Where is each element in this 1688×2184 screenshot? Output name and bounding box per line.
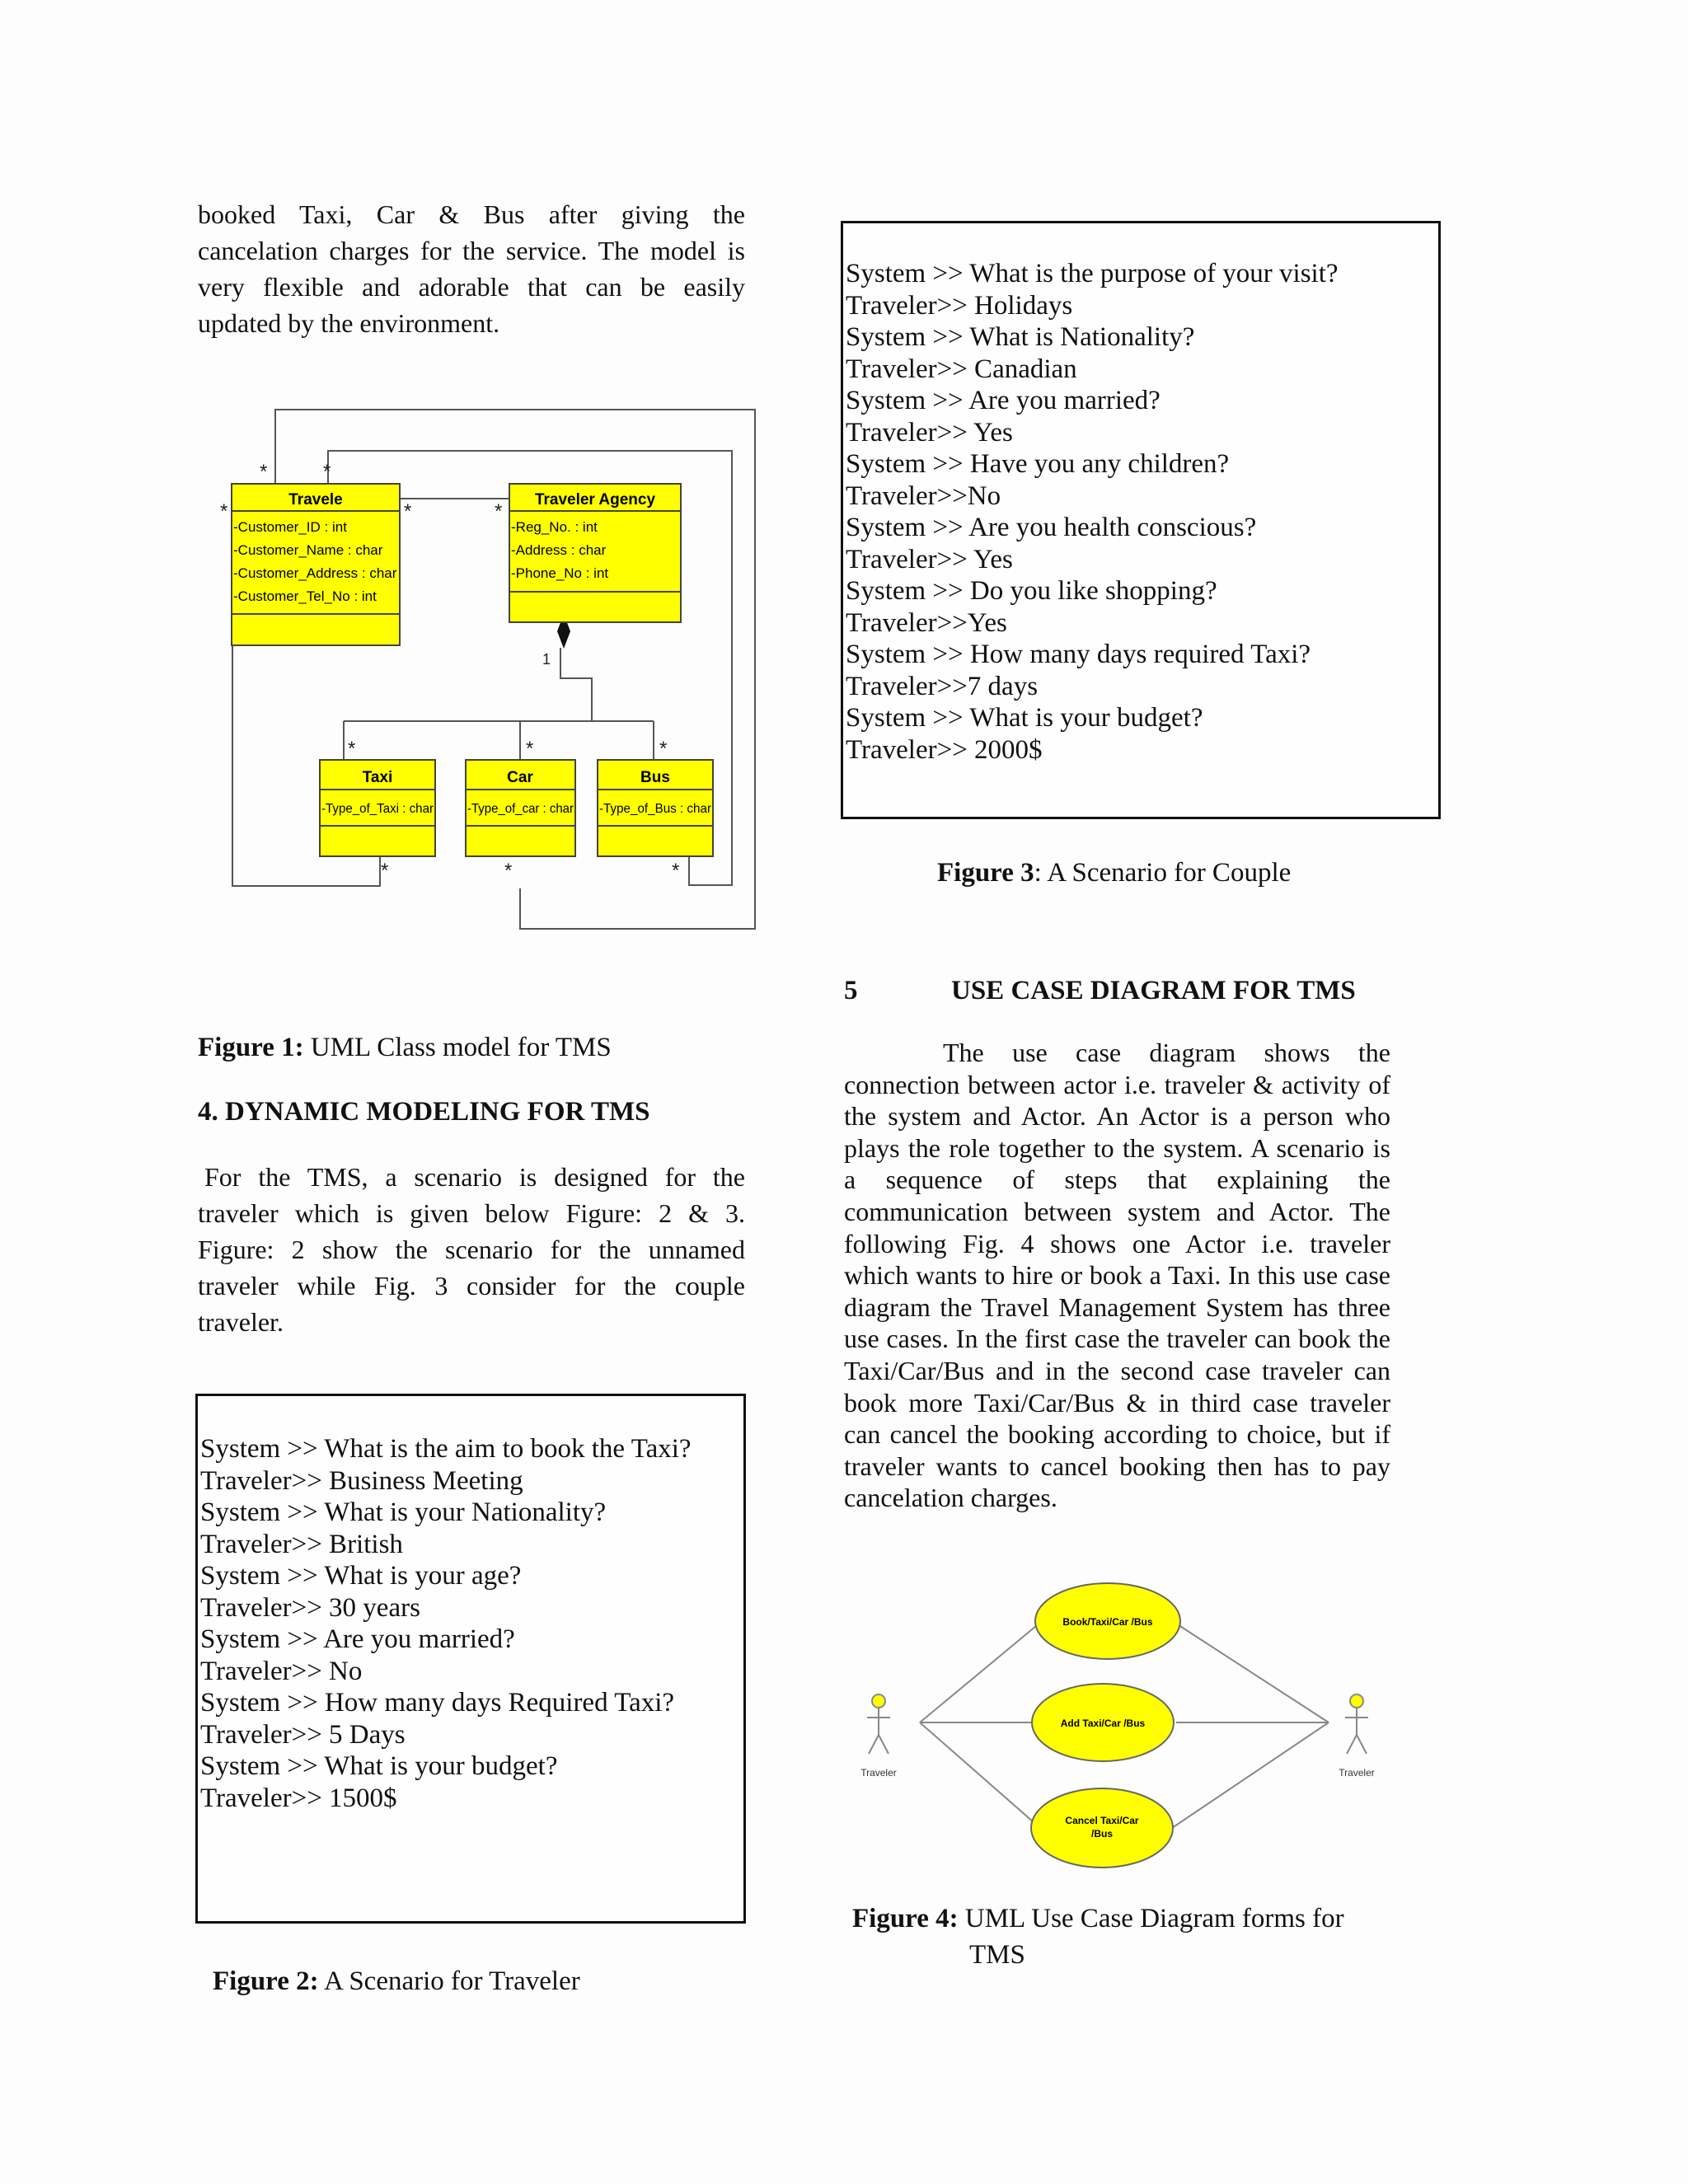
dialog-line: System >> Are you married? <box>200 1624 515 1654</box>
dialog-line: System >> What is the purpose of your visit? <box>846 259 1339 288</box>
composition-agency-vehicles <box>560 648 592 721</box>
class-car <box>466 760 575 856</box>
figure1-label: Figure 1: <box>198 1033 304 1062</box>
class-bus-attr: -Type_of_Bus : char <box>599 802 712 816</box>
class-agency-attr: -Address : char <box>511 542 607 558</box>
dialog-line: Traveler>> 30 years <box>200 1592 420 1623</box>
class-agency-attr: -Phone_No : int <box>511 565 609 581</box>
class-travele-name: Travele <box>288 491 343 509</box>
dialog-line: System >> What is your age? <box>200 1561 522 1591</box>
class-taxi <box>320 760 435 856</box>
intro-paragraph: booked Taxi, Car & Bus after giving the cancelation charges for the service. The model is very flexible and adorable that can be easily updated by the environment. <box>198 199 745 338</box>
actor-left-label: Traveler <box>860 1767 897 1779</box>
class-taxi-name: Taxi <box>362 769 393 786</box>
dialog-line: System >> Do you like shopping? <box>846 576 1217 606</box>
dialog-line: System >> What is your budget? <box>846 703 1203 733</box>
actor-left <box>867 1694 890 1754</box>
dialog-line: Traveler>> Holidays <box>846 290 1073 321</box>
dialog-line: Traveler>> Yes <box>846 544 1013 574</box>
figure2-caption <box>213 1963 580 1999</box>
actor-right-label: Traveler <box>1339 1767 1375 1779</box>
figure3-caption <box>937 855 1291 891</box>
dialog-line: Traveler>>Yes <box>846 607 1007 638</box>
figure2-label: Figure 2: <box>213 1966 319 1996</box>
multiplicity-label: * <box>323 461 331 483</box>
class-agency-name: Traveler Agency <box>534 491 656 509</box>
class-travele-attr: -Customer_ID : int <box>233 519 347 535</box>
figure4-caption-line2: TMS <box>969 1940 1025 1970</box>
figure3-text: : A Scenario for Couple <box>1034 858 1292 888</box>
multiplicity-label: * <box>504 860 513 882</box>
uml-class-diagram <box>198 396 775 940</box>
dialog-line: System >> How many days Required Taxi? <box>200 1688 675 1718</box>
figure4-text: UML Use Case Diagram forms for <box>958 1904 1344 1933</box>
section5-paragraph: The use case diagram shows the connection between actor i.e. traveler & activity of the system and Actor. An Actor is a person who plays the role together to the system. A scenario is a sequence of steps that explaining the communication between system and Actor. The following Fig. 4 shows one Actor i.e. traveler which wants to hire or book a Taxi. In this use case diagram the Travel Management System has three use cases. In the first case the traveler can book the Taxi/Car/Bus and in the second case traveler can book more Taxi/Car/Bus & in third case traveler can cancel the booking according to choice, but if traveler wants to cancel booking then has to pay cancelation charges. <box>844 1038 1390 1513</box>
dialog-line: Traveler>> 2000$ <box>846 734 1043 765</box>
figure2-scenario-box <box>195 1394 746 1924</box>
figure1-text: UML Class model for TMS <box>303 1033 612 1062</box>
class-bus-name: Bus <box>640 769 670 786</box>
multiplicity-label: 1 <box>542 651 551 668</box>
dialog-line: Traveler>>7 days <box>846 671 1039 701</box>
usecase-book-label: Book/Taxi/Car /Bus <box>1062 1616 1153 1628</box>
dialog-line: Traveler>> Canadian <box>846 354 1077 384</box>
dialog-line: Traveler>> Yes <box>846 417 1013 448</box>
dialog-line: System >> What is Nationality? <box>846 322 1195 352</box>
dialog-line: Traveler>> British <box>200 1529 403 1559</box>
dialog-line: System >> What is the aim to book the Taxi? <box>200 1434 692 1464</box>
figure2-text: A Scenario for Traveler <box>318 1966 580 1996</box>
class-bus <box>598 760 713 856</box>
dialog-line: Traveler>> Business Meeting <box>200 1465 523 1496</box>
multiplicity-label: * <box>220 500 228 523</box>
class-travele-attr: -Customer_Name : char <box>233 542 383 558</box>
usecase-cancel-label: Cancel Taxi/Car <box>1065 1815 1139 1826</box>
usecase-cancel-label: /Bus <box>1090 1828 1114 1840</box>
usecase-cancel <box>1031 1788 1173 1868</box>
section4-heading: 4. DYNAMIC MODELING FOR TMS <box>198 1097 650 1127</box>
actor-right <box>1345 1694 1368 1754</box>
figure3-scenario-box <box>841 221 1441 819</box>
use-case-diagram <box>844 1566 1404 1879</box>
usecase-book <box>1035 1583 1180 1659</box>
class-car-name: Car <box>507 769 533 786</box>
usecase-add-label: Add Taxi/Car /Bus <box>1060 1718 1146 1729</box>
dialog-line: Traveler>> 5 Days <box>200 1719 406 1750</box>
multiplicity-label: * <box>495 500 503 523</box>
dialog-line: System >> How many days required Taxi? <box>846 640 1311 669</box>
dialog-line: System >> What is your budget? <box>200 1751 558 1781</box>
figure4-caption <box>852 1900 1344 1937</box>
multiplicity-label: * <box>404 500 412 523</box>
figure3-label: Figure 3 <box>937 858 1034 888</box>
multiplicity-label: * <box>381 860 389 882</box>
multiplicity-label: * <box>348 738 356 760</box>
dialog-line: System >> Are you married? <box>846 386 1160 415</box>
class-taxi-attr: -Type_of_Taxi : char <box>321 802 434 816</box>
section5-number: 5 <box>844 976 858 1005</box>
class-traveler-agency <box>509 484 681 622</box>
dialog-line: Traveler>>No <box>846 480 1001 511</box>
section4-paragraph: For the TMS, a scenario is designed for the traveler which is given below Figure: 2 & 3. Figure: 2 show the scenario for the unnamed traveler while Fig. 3 consider for the couple traveler. <box>198 1162 745 1337</box>
dialog-line: System >> Have you any children? <box>846 449 1230 479</box>
figure1-caption <box>198 1029 612 1066</box>
dialog-line: System >> Are you health conscious? <box>846 513 1257 542</box>
class-agency-attr: -Reg_No. : int <box>511 519 598 535</box>
figure4-label: Figure 4: <box>852 1904 959 1933</box>
class-travele-attr: -Customer_Tel_No : int <box>233 588 377 604</box>
class-travele <box>232 484 400 645</box>
class-car-attr: -Type_of_car : char <box>467 802 574 816</box>
usecase-add <box>1032 1684 1174 1761</box>
class-travele-attr: -Customer_Address : char <box>233 565 397 581</box>
dialog-line: Traveler>> 1500$ <box>200 1783 397 1813</box>
section5-title: USE CASE DIAGRAM FOR TMS <box>951 976 1356 1005</box>
multiplicity-label: * <box>672 860 680 882</box>
multiplicity-label: * <box>260 461 268 483</box>
dialog-line: System >> What is your Nationality? <box>200 1497 607 1527</box>
multiplicity-label: * <box>659 738 668 760</box>
dialog-line: Traveler>> No <box>200 1656 363 1686</box>
multiplicity-label: * <box>526 738 534 760</box>
